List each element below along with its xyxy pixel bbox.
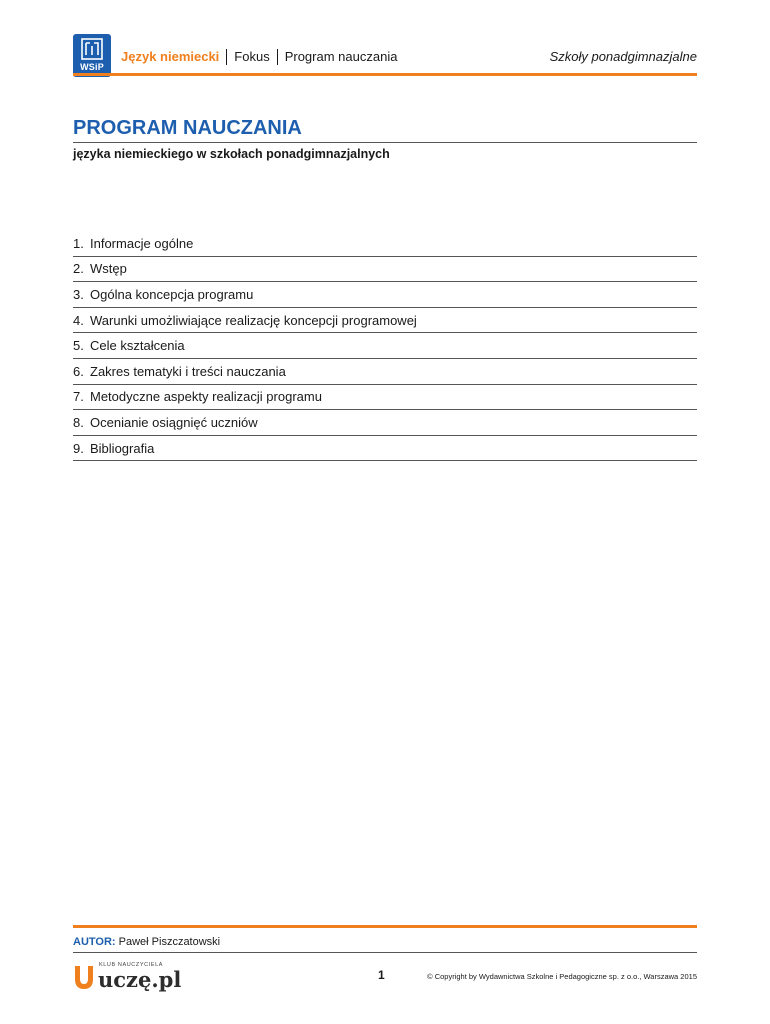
- toc-item[interactable]: [73, 257, 697, 283]
- table-of-contents: [73, 231, 697, 461]
- toc-number: 5.: [73, 338, 84, 354]
- toc-number: 3.: [73, 286, 84, 302]
- breadcrumb-divider: [277, 49, 278, 65]
- breadcrumb-divider: [226, 49, 227, 65]
- title-divider: [73, 142, 697, 143]
- ucze-logo: [73, 962, 182, 994]
- header-breadcrumb: [121, 49, 397, 65]
- brand-name: uczę.pl: [98, 967, 182, 992]
- author-name: Paweł Piszczatowski: [118, 936, 221, 948]
- page-number: 1: [378, 968, 385, 982]
- author-line: [73, 935, 220, 949]
- header-divider: [73, 73, 697, 76]
- toc-label: Ogólna koncepcja programu: [90, 286, 254, 302]
- toc-label: Bibliografia: [90, 440, 155, 456]
- page-subtitle: języka niemieckiego w szkołach ponadgimnazjalnych: [73, 147, 390, 161]
- toc-item[interactable]: [73, 308, 697, 334]
- subject-label: Język niemiecki: [121, 49, 220, 64]
- toc-number: 1.: [73, 235, 84, 251]
- school-level-label: Szkoły ponadgimnazjalne: [549, 49, 697, 64]
- toc-label: Cele kształcenia: [90, 338, 185, 354]
- toc-item[interactable]: [73, 231, 697, 257]
- wsip-logo: [73, 34, 111, 77]
- toc-item[interactable]: [73, 436, 697, 462]
- toc-number: 2.: [73, 261, 84, 277]
- toc-number: 9.: [73, 440, 84, 456]
- toc-item[interactable]: [73, 385, 697, 411]
- author-divider: [73, 952, 697, 953]
- toc-item[interactable]: [73, 410, 697, 436]
- toc-label: Wstęp: [90, 261, 127, 277]
- copyright-notice: © Copyright by Wydawnictwa Szkolne i Pedagogiczne sp. z o.o., Warszawa 2015: [427, 972, 697, 981]
- toc-label: Warunki umożliwiające realizację koncepcji programowej: [90, 312, 417, 328]
- toc-label: Zakres tematyki i treści nauczania: [90, 363, 286, 379]
- doc-type-label: Program nauczania: [284, 49, 398, 64]
- logo-label: WSiP: [80, 62, 104, 72]
- toc-number: 4.: [73, 312, 84, 328]
- toc-label: Informacje ogólne: [90, 235, 194, 251]
- toc-item[interactable]: [73, 333, 697, 359]
- brand-club-label: KLUB NAUCZYCIELA: [99, 962, 164, 968]
- toc-label: Ocenianie osiągnięć uczniów: [90, 414, 258, 430]
- toc-number: 8.: [73, 414, 84, 430]
- toc-item[interactable]: [73, 282, 697, 308]
- author-label: AUTOR:: [73, 936, 116, 948]
- ucze-mark-icon: [73, 964, 95, 990]
- toc-label: Metodyczne aspekty realizacji programu: [90, 389, 322, 405]
- footer-divider: [73, 925, 697, 928]
- series-label: Fokus: [234, 49, 270, 64]
- page-title: PROGRAM NAUCZANIA: [73, 117, 302, 139]
- toc-item[interactable]: [73, 359, 697, 385]
- toc-number: 7.: [73, 389, 84, 405]
- toc-number: 6.: [73, 363, 84, 379]
